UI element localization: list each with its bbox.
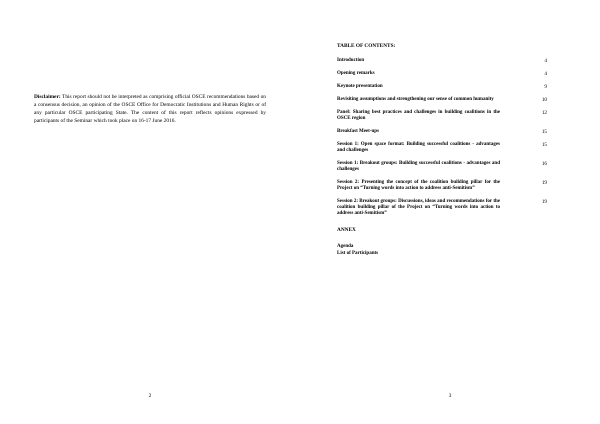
- toc-entry-label: Revisiting assumptions and strengthening our sense of common humanity: [337, 97, 494, 102]
- toc-entry-label: Session 2: Presenting the concept of the coalition building pillar for the Project on “Turning words into action to address anti-Semitism”: [337, 180, 500, 191]
- toc-entry-session2-concept[interactable]: [337, 180, 547, 192]
- disclaimer-text: This report should not be interpreted as comprising official OSCE recommendations based on a consensus decision, an opinion of the OSCE Office for Democratic Institutions and Human Rights or of any particular OSCE participating State. The content of this report reflects opinions expressed by participants of the Seminar which took place on 16-17 June 2016.: [34, 94, 266, 124]
- toc-entry-label: Opening remarks: [337, 71, 375, 76]
- page-number-left: 2: [148, 393, 152, 399]
- annex-item-agenda[interactable]: Agenda: [337, 244, 354, 249]
- toc-entry-label: Session 2: Breakout groups: Discussions, ideas and recommendations for the coalition building pillar of the Project on “Turning words into action to address anti-Semitism”: [337, 199, 500, 216]
- toc-entry-page: 12: [541, 110, 547, 116]
- toc-entry-opening-remarks[interactable]: [337, 71, 547, 77]
- toc-entry-revisiting-assumptions[interactable]: [337, 97, 547, 103]
- toc-entry-page: 19: [541, 199, 547, 205]
- toc-entry-label: Session 1: Open space format: Building successful coalitions - advantages and challenges: [337, 142, 500, 153]
- annex-item-participants[interactable]: List of Participants: [337, 251, 379, 256]
- toc-entry-label: Breakfast Meet-ups: [337, 129, 379, 134]
- toc-entry-page: 16: [541, 161, 547, 167]
- toc-entry-label: Introduction: [337, 58, 365, 63]
- toc-entry-session1-open-space[interactable]: [337, 142, 547, 154]
- toc-entry-page: 15: [541, 129, 547, 135]
- toc-entry-page: 4: [544, 58, 547, 64]
- annex-title: ANNEX: [337, 227, 356, 233]
- toc-entry-panel[interactable]: [337, 110, 547, 122]
- table-of-contents: [337, 43, 547, 257]
- disclaimer-paragraph: [34, 94, 266, 126]
- toc-entry-page: 4: [544, 71, 547, 77]
- disclaimer-label: Disclaimer:: [34, 94, 61, 100]
- right-page: [300, 0, 600, 424]
- toc-entry-page: 19: [541, 180, 547, 186]
- toc-entry-page: 10: [541, 97, 547, 103]
- toc-entry-page: 15: [541, 142, 547, 148]
- toc-entry-label: Session 1: Breakout groups: Building successful coalitions - advantages and challenges: [337, 161, 500, 172]
- toc-title: TABLE OF CONTENTS:: [337, 43, 396, 49]
- toc-entry-keynote[interactable]: [337, 84, 547, 90]
- toc-entry-breakfast[interactable]: [337, 129, 547, 135]
- toc-entry-label: Panel: Sharing best practices and challenges in building coalitions in the OSCE region: [337, 110, 500, 121]
- toc-entry-session1-breakout[interactable]: [337, 161, 547, 173]
- toc-entry-introduction[interactable]: [337, 58, 547, 64]
- toc-entry-session2-breakout[interactable]: [337, 199, 547, 217]
- toc-entry-label: Keynote presentation: [337, 84, 383, 89]
- page-number-right: 3: [448, 393, 452, 399]
- toc-entry-page: 9: [544, 84, 547, 90]
